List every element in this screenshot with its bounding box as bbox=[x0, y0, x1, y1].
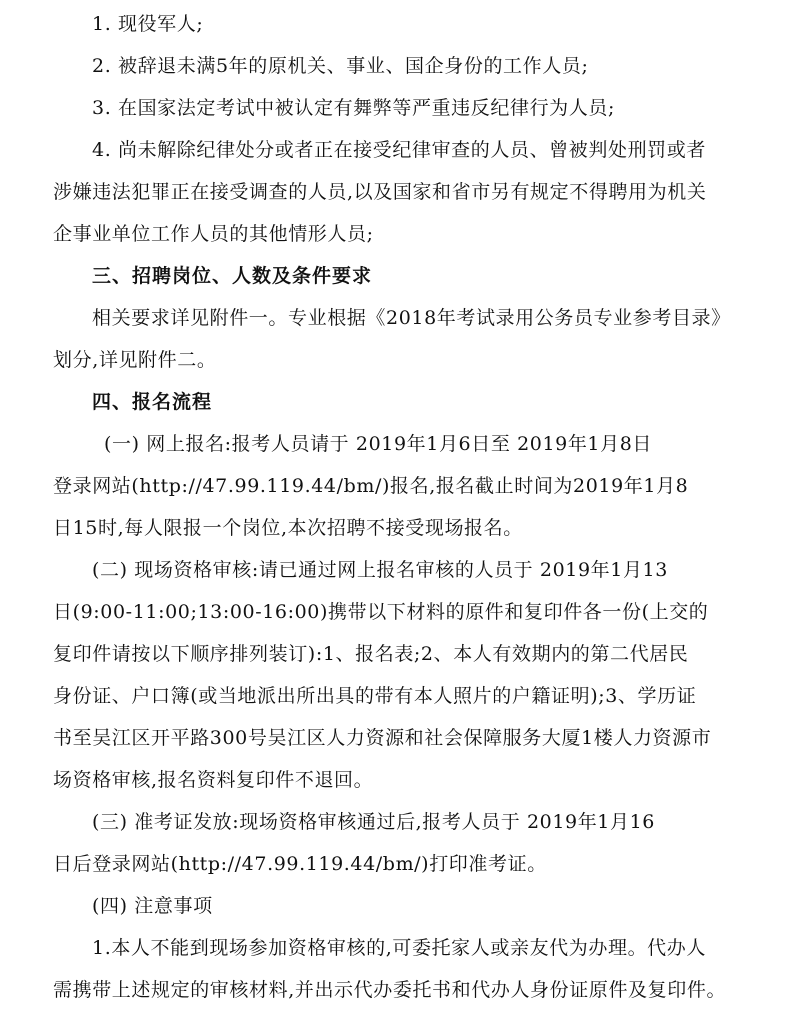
online-registration-line-3: 日15时,每人限报一个岗位,本次招聘不接受现场报名。 bbox=[53, 517, 523, 539]
list-item-2: 2. 被辞退未满5年的原机关、事业、国企身份的工作人员; bbox=[92, 55, 589, 77]
list-item-1: 1. 现役军人; bbox=[92, 13, 204, 35]
list-item-4-line-3: 企事业单位工作人员的其他情形人员; bbox=[53, 223, 374, 245]
online-registration-line-2: 登录网站(http://47.99.119.44/bm/)报名,报名截止时间为2019年1月8 bbox=[53, 475, 689, 497]
onsite-review-line-2: 日(9:00-11:00;13:00-16:00)携带以下材料的原件和复印件各一份(上交的 bbox=[53, 601, 709, 623]
list-item-4-line-2: 涉嫌违法犯罪正在接受调查的人员,以及国家和省市另有规定不得聘用为机关 bbox=[53, 181, 707, 203]
section-3-paragraph-line-1: 相关要求详见附件一。专业根据《2018年考试录用公务员专业参考目录》 bbox=[92, 307, 731, 329]
admission-ticket-line-2: 日后登录网站(http://47.99.119.44/bm/)打印准考证。 bbox=[53, 853, 547, 875]
online-registration-line-1: (一) 网上报名:报考人员请于 2019年1月6日至 2019年1月8日 bbox=[104, 433, 653, 455]
admission-ticket-line-1: (三) 准考证发放:现场资格审核通过后,报考人员于 2019年1月16 bbox=[92, 811, 655, 833]
list-item-3: 3. 在国家法定考试中被认定有舞弊等严重违反纪律行为人员; bbox=[92, 97, 615, 119]
notes-line-2: 需携带上述规定的审核材料,并出示代办委托书和代办人身份证原件及复印件。 bbox=[53, 979, 727, 1001]
onsite-review-line-6: 场资格审核,报名资料复印件不退回。 bbox=[53, 769, 374, 791]
notes-heading: (四) 注意事项 bbox=[92, 895, 213, 917]
section-4-heading: 四、报名流程 bbox=[92, 391, 213, 413]
section-3-heading: 三、招聘岗位、人数及条件要求 bbox=[92, 265, 373, 287]
notes-line-1: 1.本人不能到现场参加资格审核的,可委托家人或亲友代为办理。代办人 bbox=[92, 937, 706, 959]
onsite-review-line-3: 复印件请按以下顺序排列装订):1、报名表;2、本人有效期内的第二代居民 bbox=[53, 643, 689, 665]
list-item-4-line-1: 4. 尚未解除纪律处分或者正在接受纪律审查的人员、曾被判处刑罚或者 bbox=[92, 139, 706, 161]
onsite-review-line-5: 书至吴江区开平路300号吴江区人力资源和社会保障服务大厦1楼人力资源市 bbox=[53, 727, 712, 749]
section-3-paragraph-line-2: 划分,详见附件二。 bbox=[53, 349, 217, 371]
onsite-review-line-4: 身份证、户口簿(或当地派出所出具的带有本人照片的户籍证明);3、学历证 bbox=[53, 685, 697, 707]
onsite-review-line-1: (二) 现场资格审核:请已通过网上报名审核的人员于 2019年1月13 bbox=[92, 559, 668, 581]
